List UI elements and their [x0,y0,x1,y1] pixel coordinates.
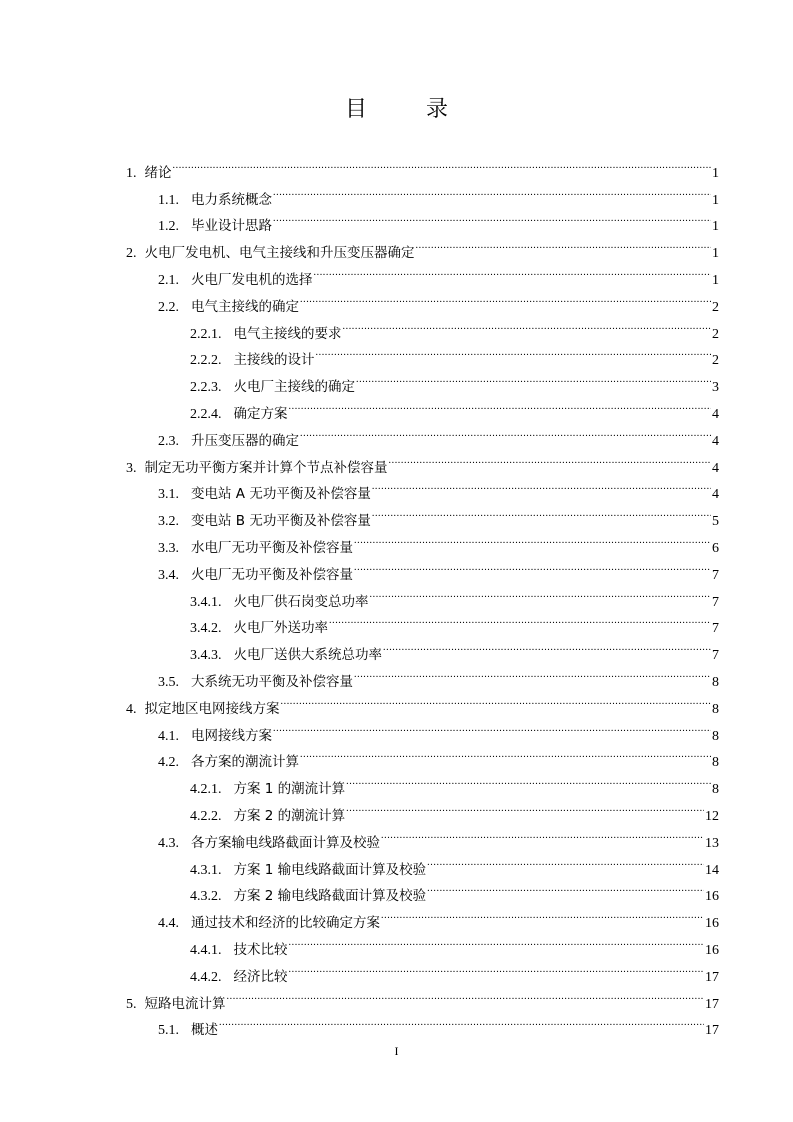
toc-entry-number: 2.2.3. [190,380,222,396]
toc-dot-leader [381,900,704,927]
table-of-contents [126,150,719,1039]
toc-dot-leader [356,364,711,391]
toc-dot-leader [227,981,705,1008]
toc-entry-number: 2.2.1. [190,326,222,342]
toc-dot-leader [381,820,704,847]
toc-entry-number: 4.4.2. [190,969,222,985]
toc-dot-leader [354,525,711,552]
toc-entry-page: 1 [712,219,719,235]
toc-entry-page: 6 [712,540,719,556]
toc-entry-label: 毕业设计思路 [191,218,272,235]
toc-entry-number: 4.3.2. [190,889,222,905]
toc-entry-page: 8 [712,782,719,798]
toc-entry-page: 3 [712,380,719,396]
toc-entry-number: 3.4.3. [190,648,222,664]
toc-entry-label: 绪论 [144,164,172,181]
toc-entry-label: 变电站 B 无功平衡及补偿容量 [191,513,371,530]
toc-dot-leader [389,445,712,472]
toc-dot-leader [329,606,711,633]
toc-entry-number: 4.4. [158,916,179,932]
toc-entry-number: 3.1. [158,487,179,503]
toc-entry-label: 火电厂外送功率 [233,620,328,637]
toc-entry-number: 4.2. [158,755,179,771]
toc-entry-page: 14 [705,862,719,878]
toc-entry-number: 2.2. [158,299,179,315]
toc-entry-number: 1.1. [158,192,179,208]
toc-entry-page: 7 [712,648,719,664]
toc-dot-leader [289,954,705,981]
toc-entry-page: 16 [705,916,719,932]
toc-entry-number: 5. [126,996,137,1012]
toc-entry-number: 4.4.1. [190,942,222,958]
toc-entry-page: 4 [712,406,719,422]
toc-entry-page: 16 [705,889,719,905]
toc-entry-label: 经济比较 [233,968,288,985]
toc-dot-leader [372,498,711,525]
toc-entry-number: 4. [126,701,137,717]
toc-entry-label: 确定方案 [233,405,288,422]
toc-entry-label: 方案 2 的潮流计算 [233,807,346,824]
toc-entry-label: 技术比较 [233,941,288,958]
toc-entry-page: 17 [705,996,719,1012]
toc-entry-page: 1 [712,192,719,208]
toc-entry-label: 变电站 A 无功平衡及补偿容量 [191,486,371,503]
toc-entry-page: 17 [705,969,719,985]
toc-dot-leader [416,230,712,257]
page-title: 目 录 [345,97,474,122]
toc-dot-leader [354,552,711,579]
toc-entry-number: 1. [126,165,137,181]
toc-entry-page: 1 [712,272,719,288]
toc-entry-page: 4 [712,487,719,503]
toc-entry[interactable] [126,150,719,181]
toc-entry-label: 电力系统概念 [191,191,272,208]
toc-entry-page: 2 [712,299,719,315]
toc-dot-leader [383,632,711,659]
toc-entry-number: 2.1. [158,272,179,288]
toc-entry-number: 4.2.1. [190,782,222,798]
toc-entry-label: 短路电流计算 [144,995,226,1012]
toc-dot-leader [300,418,711,445]
toc-dot-leader [354,659,711,686]
toc-dot-leader [370,579,712,606]
toc-dot-leader [343,311,712,338]
toc-dot-leader [427,847,704,874]
toc-entry-page: 1 [712,165,719,181]
toc-entry-label: 方案 1 输电线路截面计算及校验 [233,861,427,878]
toc-entry-number: 3.4.1. [190,594,222,610]
toc-entry-label: 升压变压器的确定 [191,432,299,449]
toc-entry-number: 3.4. [158,567,179,583]
toc-entry-number: 3. [126,460,137,476]
toc-entry-page: 17 [705,1023,719,1039]
toc-entry-label: 主接线的设计 [233,352,315,369]
toc-entry-number: 2.3. [158,433,179,449]
toc-entry-page: 5 [712,514,719,530]
toc-entry-page: 8 [712,701,719,717]
toc-entry-number: 1.2. [158,219,179,235]
toc-entry-page: 1 [712,246,719,262]
toc-entry-label: 电气主接线的确定 [191,298,299,315]
toc-entry-label: 火电厂发电机的选择 [191,271,313,288]
toc-dot-leader [300,284,711,311]
toc-entry-page: 8 [712,728,719,744]
toc-entry-label: 拟定地区电网接线方案 [144,700,280,717]
toc-dot-leader [273,204,711,231]
toc-entry[interactable] [126,177,719,208]
toc-entry-number: 3.5. [158,674,179,690]
toc-entry-label: 概述 [191,1022,218,1039]
toc-entry-number: 2. [126,246,137,262]
toc-entry-label: 火电厂无功平衡及补偿容量 [191,566,353,583]
toc-entry-label: 电网接线方案 [191,727,272,744]
toc-entry-label: 火电厂供石岗变总功率 [233,593,369,610]
toc-dot-leader [289,391,712,418]
page-number: I [394,1044,399,1058]
toc-entry-page: 7 [712,621,719,637]
toc-entry-number: 5.1. [158,1023,179,1039]
toc-entry-number: 3.4.2. [190,621,222,637]
toc-entry-number: 4.2.2. [190,808,222,824]
toc-entry-page: 7 [712,567,719,583]
toc-entry-number: 2.2.2. [190,353,222,369]
toc-entry-label: 各方案输电线路截面计算及校验 [191,834,380,851]
toc-entry-label: 制定无功平衡方案并计算个节点补偿容量 [144,459,388,476]
toc-dot-leader [314,257,712,284]
toc-entry-number: 3.2. [158,514,179,530]
toc-entry-label: 各方案的潮流计算 [191,754,299,771]
toc-dot-leader [316,338,712,365]
toc-entry-label: 方案 1 的潮流计算 [233,781,346,798]
toc-entry-page: 4 [712,460,719,476]
toc-dot-leader [289,927,705,954]
toc-entry-label: 方案 2 输电线路截面计算及校验 [233,888,427,905]
toc-dot-leader [273,713,711,740]
toc-entry-page: 8 [712,674,719,690]
toc-entry-page: 7 [712,594,719,610]
toc-entry-page: 4 [712,433,719,449]
toc-dot-leader [372,472,711,499]
toc-entry-label: 水电厂无功平衡及补偿容量 [191,539,353,556]
toc-dot-leader [300,740,711,767]
toc-entry-label: 通过技术和经济的比较确定方案 [191,915,380,932]
toc-entry-number: 4.3. [158,835,179,851]
toc-dot-leader [346,766,711,793]
toc-entry-label: 电气主接线的要求 [233,325,342,342]
toc-dot-leader [427,874,704,901]
toc-entry-number: 4.3.1. [190,862,222,878]
toc-entry-label: 火电厂送供大系统总功率 [233,647,382,664]
toc-entry-label: 火电厂发电机、电气主接线和升压变压器确定 [144,245,415,262]
toc-dot-leader [219,1008,704,1035]
toc-dot-leader [346,793,704,820]
toc-entry-page: 2 [712,353,719,369]
toc-dot-leader [281,686,712,713]
toc-entry-page: 2 [712,326,719,342]
toc-dot-leader [173,150,712,177]
toc-entry-number: 2.2.4. [190,406,222,422]
toc-entry-label: 大系统无功平衡及补偿容量 [191,673,353,690]
toc-entry-page: 13 [705,835,719,851]
toc-entry-page: 12 [705,808,719,824]
toc-entry-number: 3.3. [158,540,179,556]
toc-dot-leader [273,177,711,204]
toc-entry-number: 4.1. [158,728,179,744]
toc-entry-page: 16 [705,942,719,958]
toc-entry-label: 火电厂主接线的确定 [233,379,355,396]
toc-entry-page: 8 [712,755,719,771]
